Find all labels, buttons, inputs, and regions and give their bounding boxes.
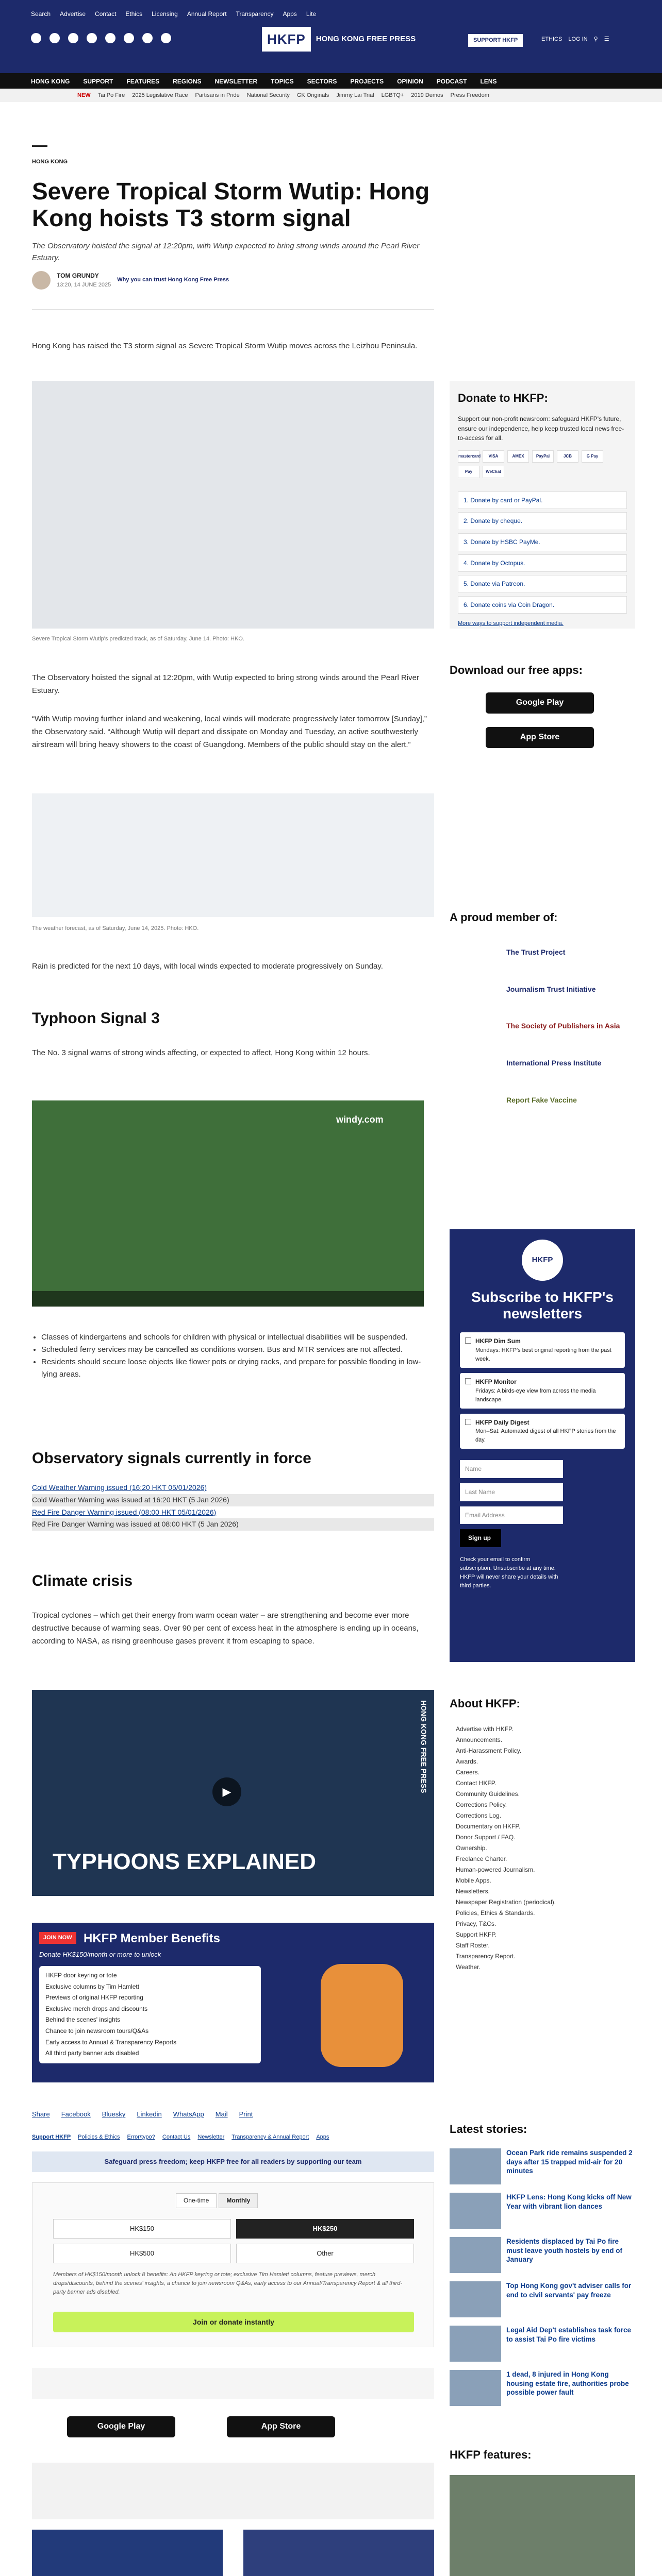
trending-item[interactable]: 2019 Demos xyxy=(411,92,443,98)
email-icon[interactable] xyxy=(142,33,153,43)
about-item[interactable]: Weather. xyxy=(456,1963,481,1971)
nav-item[interactable]: TOPICS xyxy=(271,78,294,85)
amount-option[interactable]: HK$150 xyxy=(53,2219,231,2239)
about-sidebar xyxy=(450,1695,635,1973)
image-caption: Severe Tropical Storm Wutip's predicted track, as of Saturday, June 14. Photo: HKO. xyxy=(32,636,244,642)
trending-item[interactable]: Press Freedom xyxy=(450,92,489,98)
benefit-item: Early access to Annual & Transparency Reports xyxy=(45,2038,177,2046)
about-item[interactable]: Corrections Policy. xyxy=(456,1801,507,1809)
features-sidebar xyxy=(450,2446,635,2576)
footer-link[interactable]: Apps xyxy=(316,2134,329,2140)
story-item[interactable] xyxy=(450,2237,635,2273)
safeguard-banner[interactable]: Safeguard press freedom; keep HKFP free for all readers by supporting our team xyxy=(32,2151,434,2172)
share-bar xyxy=(32,2109,434,2120)
newsletter-title: Subscribe to HKFP's newsletters xyxy=(471,1289,614,1322)
story-thumbnail[interactable] xyxy=(450,2281,501,2317)
utility-link[interactable]: Transparency xyxy=(236,10,274,18)
sidebar-heading: Latest stories: xyxy=(450,2123,527,2136)
latest-stories xyxy=(450,2121,635,2406)
donate-option[interactable]: 4. Donate by Octopus. xyxy=(458,554,627,572)
trending-item[interactable]: Jimmy Lai Trial xyxy=(336,92,374,98)
benefit-item: Previews of original HKFP reporting xyxy=(45,1994,143,2002)
about-item[interactable]: Corrections Log. xyxy=(456,1812,502,1820)
trending-item[interactable]: LGBTQ+ xyxy=(381,92,404,98)
newsletter-options xyxy=(460,1332,625,1449)
trending-label: NEW xyxy=(77,92,91,98)
list-item: • Classes of kindergartens and schools for children with physical or intellectual disabilities will be suspended. xyxy=(41,1331,434,1344)
utility-link[interactable]: Licensing xyxy=(152,10,178,18)
donation-tabs xyxy=(176,2193,258,2208)
nav-item[interactable]: FEATURES xyxy=(126,78,160,85)
trending-item[interactable]: Partisans in Pride xyxy=(195,92,240,98)
x-icon[interactable] xyxy=(49,33,60,43)
story-title[interactable]: 1 dead, 8 injured in Hong Kong housing estate fire, authorities probe possible power fault xyxy=(506,2370,629,2397)
amount-option[interactable]: Other xyxy=(236,2244,414,2263)
header-actions xyxy=(541,35,609,44)
map-timeline[interactable] xyxy=(32,1291,424,1307)
footer-link[interactable]: Contact Us xyxy=(162,2134,191,2140)
donate-option[interactable]: 1. Donate by card or PayPal. xyxy=(458,492,627,510)
share-link[interactable]: Share xyxy=(32,2110,50,2118)
partner-logos xyxy=(32,2368,434,2399)
donate-text[interactable]: Support our non-profit newsroom: safeguard HKFP's future, ensure our independence, help keep trusted local news free-to-access for all. xyxy=(458,415,624,442)
ethics-promo-banner[interactable] xyxy=(32,2530,223,2576)
footer-links xyxy=(32,2133,434,2142)
promo-heading: HKFP Member Benefits xyxy=(84,1931,220,1945)
story-title[interactable]: Ocean Park ride remains suspended 2 days after 15 trapped mid-air for 20 minutes xyxy=(506,2149,633,2175)
donate-sidebar xyxy=(450,381,635,629)
about-item[interactable]: Mobile Apps. xyxy=(456,1877,491,1885)
about-list xyxy=(450,1724,635,1973)
share-print[interactable]: Print xyxy=(239,2110,253,2118)
amount-option[interactable]: HK$500 xyxy=(53,2244,231,2263)
about-item[interactable]: Newsletters. xyxy=(456,1888,490,1895)
nav-item[interactable]: SUPPORT xyxy=(83,78,113,85)
bullet-list xyxy=(32,1331,434,1381)
newsletter-option[interactable]: HKFP Daily Digest Mon–Sat: Automated digest of all HKFP stories from the day. xyxy=(460,1414,625,1449)
signal-detail: Cold Weather Warning was issued at 16:20 HKT (5 Jan 2026) xyxy=(32,1494,434,1506)
visa-icon: VISA xyxy=(483,450,504,463)
section-heading: Typhoon Signal 3 xyxy=(32,1010,160,1027)
story-title[interactable]: Legal Aid Dep't establishes task force to assist Tai Po fire victims xyxy=(506,2326,632,2343)
nav-item[interactable]: PROJECTS xyxy=(350,78,384,85)
member-logo[interactable]: International Press Institute xyxy=(506,1059,602,1067)
email-field[interactable]: Email Address xyxy=(460,1506,563,1524)
article-paragraph: Hong Kong has raised the T3 storm signal as Severe Tropical Storm Wutip moves across the Leizhou Peninsula. xyxy=(32,342,418,350)
logo-text: HONG KONG FREE PRESS xyxy=(316,34,416,43)
about-item[interactable]: Donor Support / FAQ. xyxy=(456,1834,516,1841)
utility-link[interactable]: Search xyxy=(31,10,51,18)
article-paragraph: The Observatory hoisted the signal at 12:20pm, with Wutip expected to bring strong winds around the Pearl River Estuary. xyxy=(32,673,419,695)
donate-option[interactable]: 6. Donate coins via Coin Dragon. xyxy=(458,596,627,614)
story-thumbnail[interactable] xyxy=(450,2370,501,2406)
sidebar-heading: A proud member of: xyxy=(450,911,558,924)
donate-options xyxy=(458,492,627,614)
checkbox[interactable] xyxy=(465,1337,471,1344)
about-item[interactable]: Transparency Report. xyxy=(456,1953,516,1960)
article-standfirst: The Observatory hoisted the signal at 12:20pm, with Wutip expected to bring strong winds around the Pearl River Estuary. xyxy=(32,242,420,263)
story-thumbnail[interactable] xyxy=(450,2193,501,2229)
applepay-icon: Pay xyxy=(458,466,479,478)
utility-link[interactable]: Lite xyxy=(306,10,317,18)
member-logo[interactable]: Report Fake Vaccine xyxy=(506,1095,577,1104)
about-item[interactable]: Awards. xyxy=(456,1758,478,1766)
wechat-icon: WeChat xyxy=(483,466,504,478)
sidebar-heading: HKFP features: xyxy=(450,2448,532,2461)
forecast-image[interactable] xyxy=(32,793,434,917)
trending-item[interactable]: Tai Po Fire xyxy=(97,92,125,98)
benefit-item: All third party banner ads disabled xyxy=(45,2049,139,2057)
about-item[interactable]: Advertise with HKFP. xyxy=(456,1725,514,1733)
divider xyxy=(32,309,434,310)
share-mail[interactable]: Mail xyxy=(215,2110,228,2118)
rss-icon[interactable] xyxy=(161,33,171,43)
category-rule xyxy=(32,145,47,147)
trending-item[interactable]: 2025 Legislative Race xyxy=(132,92,188,98)
story-title[interactable]: Top Hong Kong gov't adviser calls for end to civil servants' pay freeze xyxy=(506,2282,632,2299)
trending-item[interactable]: National Security xyxy=(246,92,290,98)
story-thumbnail[interactable] xyxy=(450,2148,501,2184)
youtube-icon[interactable] xyxy=(105,33,115,43)
windy-map-embed[interactable] xyxy=(32,1100,424,1307)
article-paragraph: The No. 3 signal warns of strong winds affecting, or expected to affect, Hong Kong within 12 hours. xyxy=(32,1048,370,1057)
tab-one-time[interactable]: One-time xyxy=(176,2193,217,2208)
apps-sidebar xyxy=(450,662,635,748)
article-paragraph: “With Wutip moving further inland and weakening, local winds will moderate progressively later tomorrow [Sunday],” the Observatory said. “Although Wutip will depart and dissipate on Monday and Tuesday, an active southwesterly airstream will bring heavy showers to the coast of Guangdong. Members of the public should stay on the alert.” xyxy=(32,715,427,749)
author-avatar[interactable] xyxy=(32,271,51,290)
donate-option[interactable]: 2. Donate by cheque. xyxy=(458,512,627,530)
logo-mark: HKFP xyxy=(262,27,311,52)
story-title[interactable]: Residents displaced by Tai Po fire must leave youth hostels by end of January xyxy=(506,2238,623,2264)
signal-detail: Red Fire Danger Warning was issued at 08:00 HKT (5 Jan 2026) xyxy=(32,1518,434,1531)
story-thumbnail[interactable] xyxy=(450,2326,501,2362)
story-thumbnail[interactable] xyxy=(450,2237,501,2273)
signup-button[interactable]: Sign up xyxy=(460,1529,501,1547)
about-item[interactable]: Documentary on HKFP. xyxy=(456,1823,521,1831)
newsletter-note: Check your email to confirm subscription. Unsubscribe at any time. HKFP will never share your details with third parties. xyxy=(460,1556,558,1589)
section-heading: Observatory signals currently in force xyxy=(32,1450,311,1467)
about-item[interactable]: Contact HKFP. xyxy=(456,1780,496,1787)
about-item[interactable]: Ownership. xyxy=(456,1844,487,1852)
tab-monthly[interactable]: Monthly xyxy=(219,2193,258,2208)
play-icon[interactable]: ▶ xyxy=(212,1777,241,1806)
login-link[interactable]: LOG IN xyxy=(568,36,588,42)
promo-benefits xyxy=(39,1966,261,2063)
checkbox[interactable] xyxy=(465,1419,471,1425)
footer-link[interactable]: Error/typo? xyxy=(127,2134,155,2140)
footer-link[interactable]: Newsletter xyxy=(197,2134,225,2140)
member-benefits-promo[interactable] xyxy=(32,1923,434,2082)
utility-link[interactable]: Annual Report xyxy=(187,10,227,18)
story-title[interactable]: HKFP Lens: Hong Kong kicks off New Year with vibrant lion dances xyxy=(506,2193,632,2210)
footer-link[interactable]: Support HKFP xyxy=(32,2134,71,2140)
app-store-badge[interactable]: App Store xyxy=(227,2416,335,2437)
site-header xyxy=(0,0,662,73)
amount-option[interactable]: HK$250 xyxy=(236,2219,414,2239)
members-sidebar xyxy=(450,909,635,1106)
paypal-icon: PayPal xyxy=(532,450,554,463)
facebook-icon[interactable] xyxy=(31,33,41,43)
utility-link[interactable]: Contact xyxy=(95,10,117,18)
menu-icon[interactable]: ☰ xyxy=(604,36,609,42)
video-side-label: HONG KONG FREE PRESS xyxy=(420,1700,428,1793)
promo-sub: Donate HK$150/month or more to unlock xyxy=(39,1951,161,1958)
newsletter-option[interactable]: HKFP Monitor Fridays: A birds-eye view from across the media landscape. xyxy=(460,1373,625,1409)
app-store-badge[interactable]: App Store xyxy=(486,727,594,748)
storm-track-image[interactable] xyxy=(32,381,434,629)
publish-date: 13:20, 14 JUNE 2025 xyxy=(57,281,111,288)
about-item[interactable]: Freelance Charter. xyxy=(456,1855,507,1863)
threads-icon[interactable] xyxy=(87,33,97,43)
article-paragraph: Tropical cyclones – which get their energy from warm ocean water – are strengthening and become ever more destructive because of warming seas. Over 90 per cent of excess heat in the atmosphere is ending up in oceans, according to NASA, as rising greenhouse gases prevent it from escaping to space. xyxy=(32,1611,419,1646)
about-item[interactable]: Careers. xyxy=(456,1769,480,1776)
search-icon[interactable]: ⚲ xyxy=(593,36,598,42)
byline xyxy=(32,271,434,290)
nav-item[interactable]: PODCAST xyxy=(436,78,467,85)
list-item: • Residents should secure loose objects like flower pots or drying racks, and prepare for possible flooding in low-lying areas. xyxy=(41,1356,434,1381)
video-embed[interactable] xyxy=(32,1690,434,1896)
about-item[interactable]: Announcements. xyxy=(456,1736,503,1744)
story-item[interactable] xyxy=(450,2281,635,2317)
nav-item[interactable]: REGIONS xyxy=(173,78,202,85)
join-now-badge[interactable]: JOIN NOW xyxy=(39,1932,76,1944)
feature-image[interactable] xyxy=(450,2475,635,2576)
story-item[interactable] xyxy=(450,2193,635,2229)
footer-link[interactable]: Transparency & Annual Report xyxy=(231,2134,309,2140)
share-facebook[interactable]: Facebook xyxy=(61,2110,91,2118)
payment-logos xyxy=(32,2463,434,2519)
nav-item[interactable]: NEWSLETTER xyxy=(214,78,258,85)
amex-icon: AMEX xyxy=(507,450,529,463)
share-linkedin[interactable]: Linkedin xyxy=(137,2110,162,2118)
support-promo-banner[interactable] xyxy=(243,2530,434,2576)
first-name-field[interactable]: Name xyxy=(460,1460,563,1478)
telegram-icon[interactable] xyxy=(124,33,134,43)
about-item[interactable]: Support HKFP. xyxy=(456,1931,497,1939)
trending-item[interactable]: GK Originals xyxy=(296,92,329,98)
article-category[interactable]: HONG KONG xyxy=(32,159,68,165)
instagram-icon[interactable] xyxy=(68,33,78,43)
hkfp-badge: HKFP xyxy=(522,1240,563,1281)
nav-item[interactable]: HONG KONG xyxy=(31,78,70,85)
main-nav xyxy=(0,73,662,89)
support-button[interactable]: SUPPORT HKFP xyxy=(468,34,523,47)
signal-link[interactable]: Red Fire Danger Warning issued (08:00 HKT 05/01/2026) xyxy=(32,1507,217,1516)
newsletter-option[interactable]: HKFP Dim Sum Mondays: HKFP's best original reporting from the past week. xyxy=(460,1332,625,1368)
signals-list xyxy=(32,1482,434,1531)
member-logo[interactable]: Journalism Trust Initiative xyxy=(506,985,596,993)
sidebar-heading: Download our free apps: xyxy=(450,664,583,676)
donation-note: Members of HK$150/month unlock 8 benefits: An HKFP keyring or tote; exclusive Tim Hamlett columns, feature previews, merch drops/discounts, behind the scenes' insights, a chance to join newsroom Q&As, early access to our Annual/Transparency Report & all third-party banner ads disabled. xyxy=(53,2272,403,2296)
benefit-item: Chance to join newsroom tours/Q&As xyxy=(45,2027,149,2035)
story-item[interactable] xyxy=(450,2148,635,2184)
last-name-field[interactable]: Last Name xyxy=(460,1483,563,1501)
donation-widget xyxy=(32,2182,434,2347)
site-logo[interactable] xyxy=(262,27,416,52)
trending-bar xyxy=(0,89,662,102)
google-play-badge[interactable]: Google Play xyxy=(67,2416,175,2437)
nav-item[interactable]: OPINION xyxy=(397,78,423,85)
author-name[interactable]: TOM GRUNDY xyxy=(57,272,99,280)
share-bluesky[interactable]: Bluesky xyxy=(102,2110,126,2118)
utility-link[interactable]: Advertise xyxy=(60,10,86,18)
benefit-item: HKFP door keyring or tote xyxy=(45,1972,117,1979)
newsletter-form xyxy=(460,1460,563,1547)
utility-links xyxy=(31,9,316,19)
image-caption: The weather forecast, as of Saturday, June 14, 2025. Photo: HKO. xyxy=(32,925,199,931)
jcb-icon: JCB xyxy=(557,450,578,463)
benefit-item: Behind the scenes' insights xyxy=(45,2016,121,2024)
nav-item[interactable]: SECTORS xyxy=(307,78,337,85)
checkbox[interactable] xyxy=(465,1378,471,1384)
nav-item[interactable]: LENS xyxy=(480,78,497,85)
list-item: • Scheduled ferry services may be cancelled as conditions worsen. Bus and MTR services are not affected. xyxy=(41,1344,434,1356)
about-item[interactable]: Policies, Ethics & Standards. xyxy=(456,1909,535,1917)
donate-option[interactable]: 5. Donate via Patreon. xyxy=(458,575,627,593)
utility-link[interactable]: Ethics xyxy=(125,10,143,18)
sidebar-heading: About HKFP: xyxy=(450,1697,520,1710)
sidebar-heading: Donate to HKFP: xyxy=(458,392,548,404)
article-paragraph: Rain is predicted for the next 10 days, with local winds expected to moderate progressively on Sunday. xyxy=(32,962,383,971)
about-item[interactable]: Anti-Harassment Policy. xyxy=(456,1747,522,1755)
app-badges xyxy=(67,2416,335,2437)
amount-grid xyxy=(53,2219,414,2263)
more-ways-link[interactable]: More ways to support independent media. xyxy=(458,620,564,627)
member-logo[interactable]: The Trust Project xyxy=(506,948,566,957)
benefit-item: Exclusive merch drops and discounts xyxy=(45,2005,148,2012)
member-logo[interactable]: The Society of Publishers in Asia xyxy=(506,1022,620,1030)
donate-option[interactable]: 3. Donate by HSBC PayMe. xyxy=(458,533,627,551)
share-whatsapp[interactable]: WhatsApp xyxy=(173,2110,204,2118)
about-item[interactable]: Human-powered Journalism. xyxy=(456,1866,535,1874)
ethics-link[interactable]: ETHICS xyxy=(541,36,562,42)
video-title: TYPHOONS EXPLAINED xyxy=(53,1849,316,1874)
gpay-icon: G Pay xyxy=(582,450,603,463)
story-item[interactable] xyxy=(450,2326,635,2362)
about-item[interactable]: Newspaper Registration (periodical). xyxy=(456,1899,556,1906)
article-title: Severe Tropical Storm Wutip: Hong Kong hoists T3 storm signal xyxy=(32,178,430,231)
newsletter-box xyxy=(450,1229,635,1662)
join-donate-button[interactable]: Join or donate instantly xyxy=(53,2312,414,2332)
about-item[interactable]: Staff Roster. xyxy=(456,1942,490,1950)
social-icons xyxy=(31,33,171,43)
story-item[interactable] xyxy=(450,2370,635,2406)
mastercard-icon: mastercard xyxy=(458,450,479,463)
mascot-image xyxy=(321,1964,403,2067)
section-heading: Climate crisis xyxy=(32,1572,133,1589)
trust-link[interactable]: Why you can trust Hong Kong Free Press xyxy=(117,277,229,283)
about-item[interactable]: Community Guidelines. xyxy=(456,1790,520,1798)
map-brand: windy.com xyxy=(336,1114,384,1125)
payment-methods xyxy=(458,450,627,478)
benefit-item: Exclusive columns by Tim Hamlett xyxy=(45,1982,140,1990)
signal-link[interactable]: Cold Weather Warning issued (16:20 HKT 05/01/2026) xyxy=(32,1483,207,1492)
footer-link[interactable]: Policies & Ethics xyxy=(78,2134,120,2140)
about-item[interactable]: Privacy, T&Cs. xyxy=(456,1920,496,1928)
google-play-badge[interactable]: Google Play xyxy=(486,692,594,714)
utility-link[interactable]: Apps xyxy=(283,10,297,18)
